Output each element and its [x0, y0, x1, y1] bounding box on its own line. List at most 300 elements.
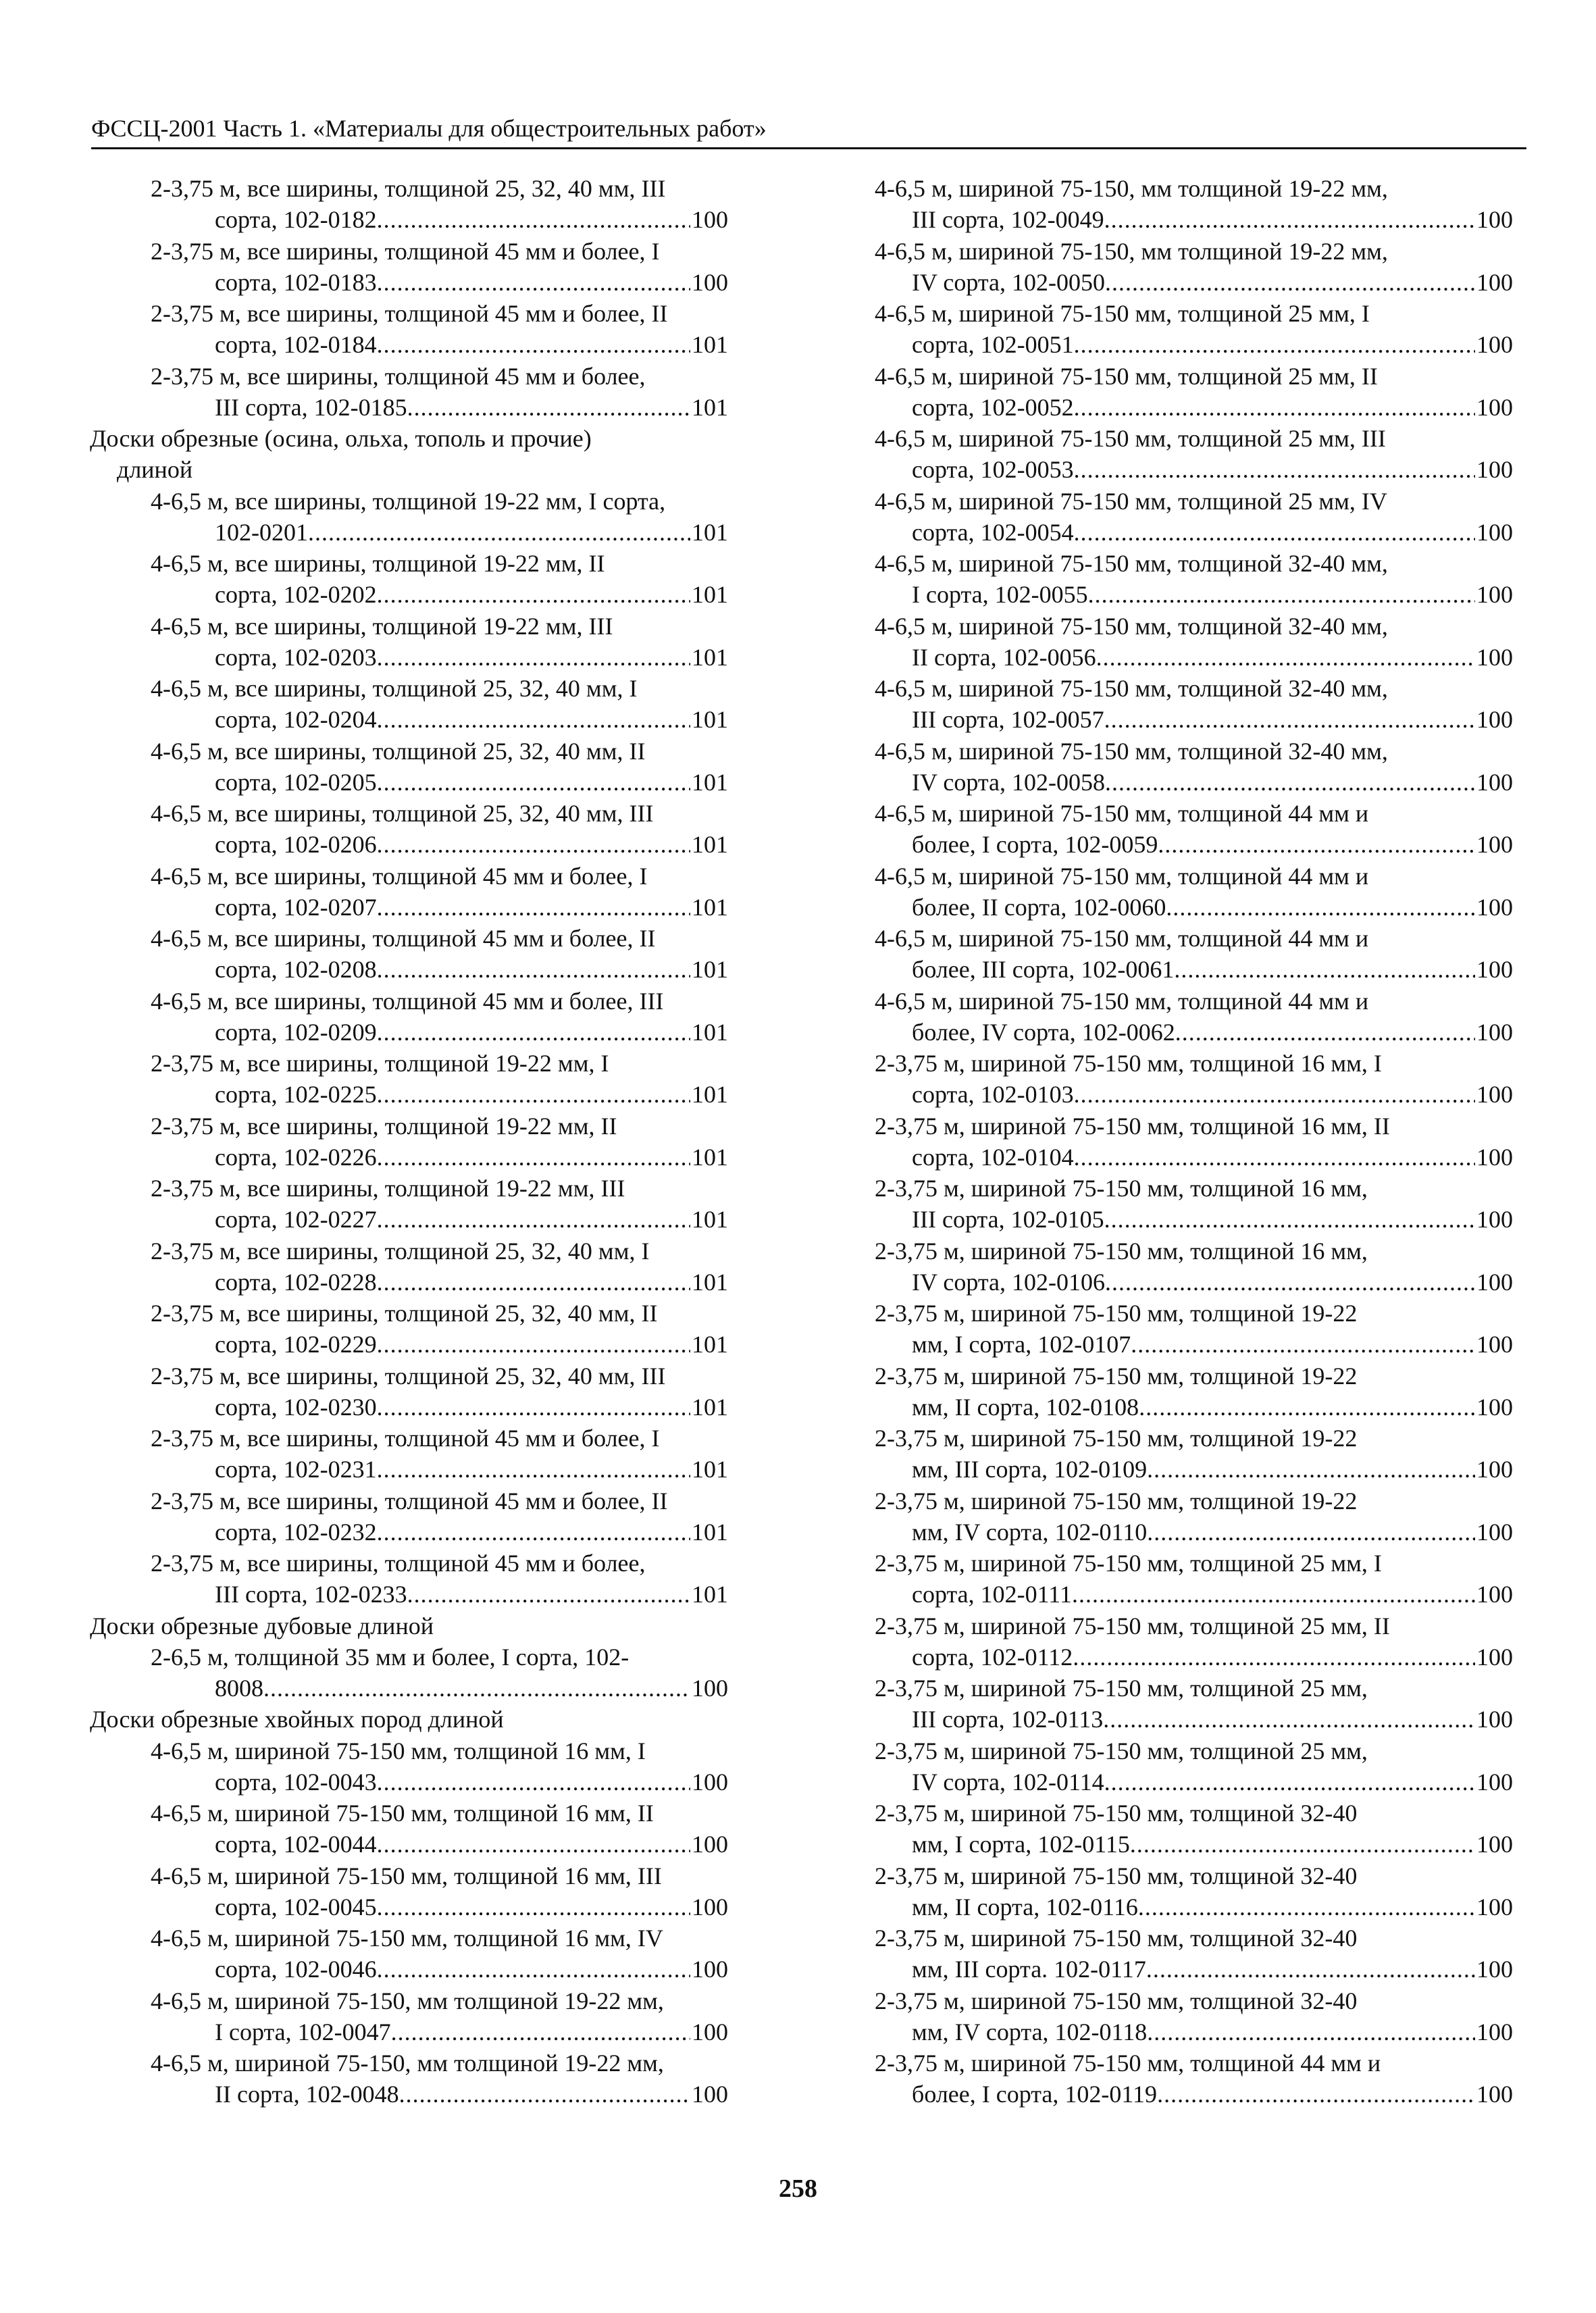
- entry-list: [875, 173, 1513, 2110]
- index-entry: [875, 2048, 1513, 2110]
- entry-description: 4-6,5 м, шириной 75-150 мм, толщиной 32-40 мм,: [875, 550, 1388, 577]
- entry-code-line: [151, 204, 728, 235]
- dot-leader: [377, 642, 690, 673]
- entry-page-number: 100: [1476, 1081, 1513, 1109]
- entry-code-line: [875, 392, 1513, 423]
- entry-page-number: 100: [1476, 1456, 1513, 1483]
- index-entry: [90, 1048, 728, 1111]
- index-entry: [90, 2048, 728, 2110]
- entry-code: сорта, 102-0045: [215, 1893, 377, 1921]
- entry-code-line: [875, 892, 1513, 923]
- entry-description: 4-6,5 м, шириной 75-150 мм, толщиной 32-40 мм,: [875, 737, 1388, 765]
- entry-description: 4-6,5 м, все ширины, толщиной 25, 32, 40 мм, II: [151, 737, 646, 765]
- entry-code-line: [151, 267, 728, 298]
- dot-leader: [1104, 1204, 1475, 1235]
- dot-leader: [377, 1329, 690, 1360]
- index-entry: [90, 1735, 728, 1798]
- index-entry: [875, 798, 1513, 861]
- entry-code-line: [875, 1017, 1513, 1048]
- dot-leader: [1074, 454, 1475, 485]
- entry-code: мм, I сорта, 102-0107: [912, 1331, 1131, 1358]
- entry-description: 4-6,5 м, шириной 75-150 мм, толщиной 44 мм и: [875, 987, 1369, 1015]
- left-column: [90, 173, 728, 2110]
- dot-leader: [377, 1204, 690, 1235]
- entry-code-line: [875, 2016, 1513, 2048]
- entry-page-number: 100: [1476, 893, 1513, 921]
- entry-description: 4-6,5 м, шириной 75-150, мм толщиной 19-22 мм,: [875, 175, 1388, 202]
- section-heading-line: длиной: [117, 456, 193, 484]
- entry-description: 4-6,5 м, шириной 75-150 мм, толщиной 16 мм, I: [151, 1737, 646, 1764]
- index-entry: [875, 1485, 1513, 1548]
- entry-description: 2-3,75 м, все ширины, толщиной 25, 32, 40 мм, II: [151, 1300, 658, 1327]
- entry-code: сорта, 102-0209: [215, 1018, 377, 1046]
- index-entry: [875, 1610, 1513, 1673]
- index-entry: [875, 611, 1513, 673]
- index-entry: [875, 173, 1513, 236]
- index-entry: [90, 1985, 728, 2048]
- entry-description: 4-6,5 м, шириной 75-150, мм толщиной 19-22 мм,: [151, 1987, 664, 2014]
- dot-leader: [407, 1579, 690, 1610]
- entry-code-line: [151, 829, 728, 860]
- entry-page-number: 101: [692, 581, 728, 609]
- entry-description: 2-3,75 м, все ширины, толщиной 25, 32, 40 мм, III: [151, 175, 666, 202]
- entry-code: сорта, 102-0051: [912, 331, 1074, 359]
- dot-leader: [377, 204, 690, 235]
- entry-code-line: [875, 829, 1513, 860]
- index-entry: [875, 1111, 1513, 1173]
- entry-description: 2-3,75 м, все ширины, толщиной 25, 32, 40 мм, III: [151, 1362, 666, 1390]
- entry-description: 4-6,5 м, шириной 75-150 мм, толщиной 16 мм, II: [151, 1800, 654, 1827]
- entry-code: сорта, 102-0046: [215, 1956, 377, 1983]
- dot-leader: [1105, 767, 1475, 798]
- dot-leader: [377, 1267, 690, 1298]
- entry-description: 2-3,75 м, шириной 75-150 мм, толщиной 19-22: [875, 1425, 1358, 1452]
- entry-description: 4-6,5 м, все ширины, толщиной 25, 32, 40 мм, I: [151, 675, 638, 702]
- entry-code: сорта, 102-0103: [912, 1081, 1074, 1109]
- entry-code: более, IV сорта, 102-0062: [912, 1018, 1175, 1046]
- dot-leader: [1074, 1079, 1475, 1110]
- index-entry: [90, 486, 728, 549]
- entry-page-number: 100: [1476, 1143, 1513, 1171]
- dot-leader: [377, 329, 690, 360]
- entry-description: 2-3,75 м, шириной 75-150 мм, толщиной 25 мм,: [875, 1737, 1368, 1764]
- entry-code-line: [151, 1954, 728, 1985]
- entry-code: сорта, 102-0112: [912, 1643, 1073, 1671]
- entry-description: 2-3,75 м, шириной 75-150 мм, толщиной 16 мм, II: [875, 1112, 1390, 1140]
- entry-code-line: [151, 1267, 728, 1298]
- index-entry: [90, 1923, 728, 1985]
- entry-code: III сорта, 102-0057: [912, 706, 1104, 734]
- entry-code: сорта, 102-0228: [215, 1268, 377, 1296]
- entry-description: 4-6,5 м, шириной 75-150 мм, толщиной 25 мм, IV: [875, 487, 1387, 515]
- entry-code-line: [875, 1766, 1513, 1798]
- entry-description: 2-3,75 м, все ширины, толщиной 45 мм и более,: [151, 1550, 646, 1577]
- entry-description: 4-6,5 м, шириной 75-150 мм, толщиной 32-40 мм,: [875, 612, 1388, 640]
- dot-leader: [1105, 1267, 1475, 1298]
- entry-code: сорта, 102-0204: [215, 706, 377, 734]
- entry-code: сорта, 102-0229: [215, 1331, 377, 1358]
- index-entry: [90, 861, 728, 923]
- entry-page-number: 101: [692, 1456, 728, 1483]
- entry-code: сорта, 102-0205: [215, 768, 377, 796]
- dot-leader: [263, 1673, 690, 1704]
- section-heading: [90, 423, 728, 486]
- entry-code: мм, II сорта, 102-0116: [912, 1893, 1138, 1921]
- entry-description: 4-6,5 м, все ширины, толщиной 45 мм и более, I: [151, 862, 648, 890]
- entry-description: 4-6,5 м, все ширины, толщиной 45 мм и более, II: [151, 925, 656, 952]
- entry-code: III сорта, 102-0105: [912, 1206, 1104, 1234]
- entry-code: более, I сорта, 102-0059: [912, 831, 1158, 859]
- entry-description: 4-6,5 м, шириной 75-150 мм, толщиной 44 мм и: [875, 800, 1369, 827]
- entry-description: 4-6,5 м, все ширины, толщиной 19-22 мм, I сорта,: [151, 487, 666, 515]
- entry-page-number: 100: [692, 1956, 728, 1983]
- dot-leader: [377, 1079, 690, 1110]
- dot-leader: [377, 954, 690, 985]
- entry-code-line: [151, 579, 728, 610]
- running-header: ФССЦ-2001 Часть 1. «Материалы для общестроительных работ»: [91, 113, 1526, 149]
- entry-code-line: [875, 329, 1513, 360]
- entry-page-number: 100: [692, 1675, 728, 1702]
- dot-leader: [377, 1017, 690, 1048]
- entry-description: 2-3,75 м, все ширины, толщиной 19-22 мм, III: [151, 1175, 625, 1202]
- entry-code: мм, IV сорта, 102-0118: [912, 2018, 1148, 2045]
- dot-leader: [377, 579, 690, 610]
- dot-leader: [1105, 267, 1475, 298]
- entry-page-number: 100: [692, 2081, 728, 2108]
- dot-leader: [308, 517, 690, 548]
- index-entry: [90, 611, 728, 673]
- entry-code-line: [151, 2016, 728, 2048]
- entry-page-number: 100: [1476, 581, 1513, 609]
- entry-code: сорта, 102-0184: [215, 331, 377, 359]
- index-entry: [90, 1361, 728, 1423]
- entry-code: сорта, 102-0044: [215, 1831, 377, 1858]
- entry-code-line: [875, 1642, 1513, 1673]
- entry-page-number: 100: [1476, 1268, 1513, 1296]
- entry-code: сорта, 102-0230: [215, 1393, 377, 1421]
- index-entry: [875, 1236, 1513, 1298]
- entry-page-number: 100: [692, 1893, 728, 1921]
- entry-description: 2-3,75 м, все ширины, толщиной 45 мм и более,: [151, 362, 646, 390]
- entry-description: 4-6,5 м, шириной 75-150 мм, толщиной 44 мм и: [875, 862, 1369, 890]
- index-entry: [875, 1361, 1513, 1423]
- dot-leader: [1074, 517, 1475, 548]
- entry-page-number: 100: [1476, 1706, 1513, 1733]
- entry-code-line: [875, 1829, 1513, 1860]
- entry-code: III сорта, 102-0185: [215, 393, 407, 421]
- dot-leader: [1138, 1891, 1475, 1923]
- entry-code-line: [875, 1142, 1513, 1173]
- entry-page-number: 100: [1476, 1893, 1513, 1921]
- entry-page-number: 101: [692, 643, 728, 671]
- entry-page-number: 100: [1476, 1643, 1513, 1671]
- dot-leader: [1130, 1829, 1475, 1860]
- index-entry: [90, 1236, 728, 1298]
- entry-code-line: [151, 767, 728, 798]
- entry-page-number: 100: [1476, 768, 1513, 796]
- entry-page-number: 100: [692, 268, 728, 296]
- entry-code: сорта, 102-0183: [215, 268, 377, 296]
- entry-code-line: [151, 1079, 728, 1110]
- entry-description: 4-6,5 м, все ширины, толщиной 25, 32, 40 мм, III: [151, 800, 654, 827]
- entry-page-number: 100: [1476, 1831, 1513, 1858]
- index-entry: [875, 1548, 1513, 1610]
- dot-leader: [377, 1454, 690, 1485]
- index-entry: [90, 298, 728, 361]
- dot-leader: [377, 767, 690, 798]
- entry-description: 2-3,75 м, шириной 75-150 мм, толщиной 32-40: [875, 1800, 1358, 1827]
- entry-page-number: 100: [692, 1768, 728, 1796]
- entry-page-number: 100: [1476, 1518, 1513, 1546]
- dot-leader: [391, 2016, 690, 2048]
- dot-leader: [377, 267, 690, 298]
- entry-page-number: 100: [1476, 1956, 1513, 1983]
- entry-description: 2-3,75 м, все ширины, толщиной 45 мм и более, I: [151, 237, 660, 265]
- entry-description: 2-3,75 м, шириной 75-150 мм, толщиной 32-40: [875, 1925, 1358, 1952]
- entry-code-line: [151, 1766, 728, 1798]
- entry-code-line: [875, 642, 1513, 673]
- entry-code-line: [151, 517, 728, 548]
- dot-leader: [1104, 204, 1475, 235]
- dot-leader: [377, 1891, 690, 1923]
- entry-list: [90, 173, 728, 423]
- entry-description: 2-3,75 м, шириной 75-150 мм, толщиной 25 мм,: [875, 1675, 1368, 1702]
- section-heading: Доски обрезные хвойных пород длиной: [90, 1706, 504, 1733]
- dot-leader: [1157, 2079, 1475, 2110]
- index-entry: [90, 1485, 728, 1548]
- index-entry: [90, 1298, 728, 1361]
- entry-page-number: 100: [1476, 1768, 1513, 1796]
- entry-description: 2-3,75 м, все ширины, толщиной 45 мм и более, I: [151, 1425, 660, 1452]
- entry-page-number: 100: [1476, 331, 1513, 359]
- entry-page-number: 100: [1476, 393, 1513, 421]
- entry-code: III сорта, 102-0049: [912, 206, 1104, 234]
- entry-page-number: 101: [692, 1268, 728, 1296]
- entry-code-line: [151, 1829, 728, 1860]
- index-entry: [875, 1173, 1513, 1236]
- entry-code: сорта, 102-0043: [215, 1768, 377, 1796]
- dot-leader: [1088, 579, 1475, 610]
- entry-page-number: 100: [1476, 206, 1513, 234]
- dot-leader: [1074, 392, 1475, 423]
- entry-description: 4-6,5 м, шириной 75-150 мм, толщиной 16 мм, III: [151, 1862, 662, 1889]
- entry-code: сорта, 102-0202: [215, 581, 377, 609]
- index-entry: [875, 1048, 1513, 1111]
- entry-page-number: 101: [692, 518, 728, 546]
- index-entry: [90, 1860, 728, 1923]
- entry-code: сорта, 102-0053: [912, 456, 1074, 484]
- entry-description: 2-3,75 м, все ширины, толщиной 19-22 мм, II: [151, 1112, 617, 1140]
- entry-code-line: [875, 704, 1513, 735]
- section-heading-line: Доски обрезные (осина, ольха, тополь и прочие): [90, 425, 592, 452]
- entry-description: 2-3,75 м, все ширины, толщиной 25, 32, 40 мм, I: [151, 1237, 650, 1265]
- dot-leader: [1072, 1579, 1475, 1610]
- entry-description: 2-3,75 м, шириной 75-150 мм, толщиной 16 мм, I: [875, 1050, 1382, 1077]
- entry-description: 4-6,5 м, шириной 75-150 мм, толщиной 25 мм, II: [875, 362, 1378, 390]
- entry-page-number: 101: [692, 893, 728, 921]
- entry-code-line: [875, 1704, 1513, 1735]
- entry-code: III сорта, 102-0233: [215, 1581, 407, 1608]
- entry-description: 2-3,75 м, шириной 75-150 мм, толщиной 19-22: [875, 1487, 1358, 1515]
- entry-page-number: 100: [1476, 956, 1513, 984]
- entry-description: 2-3,75 м, шириной 75-150 мм, толщиной 25 мм, I: [875, 1550, 1382, 1577]
- entry-page-number: 101: [692, 1206, 728, 1234]
- index-entry: [90, 673, 728, 736]
- entry-code: более, I сорта, 102-0119: [912, 2081, 1158, 2108]
- entry-code: сорта, 102-0111: [912, 1581, 1072, 1608]
- entry-list: [90, 486, 728, 1610]
- index-entry: [875, 1735, 1513, 1798]
- entry-description: 4-6,5 м, шириной 75-150 мм, толщиной 16 мм, IV: [151, 1925, 663, 1952]
- entry-code-line: [151, 1204, 728, 1235]
- dot-leader: [1074, 329, 1475, 360]
- index-entry: [875, 486, 1513, 549]
- dot-leader: [1074, 1142, 1475, 1173]
- dot-leader: [1174, 954, 1475, 985]
- dot-leader: [377, 1392, 690, 1423]
- entry-code: II сорта, 102-0048: [215, 2081, 399, 2108]
- entry-code-line: [151, 642, 728, 673]
- entry-code: сорта, 102-0207: [215, 893, 377, 921]
- entry-code: I сорта, 102-0055: [912, 581, 1088, 609]
- index-entry: [875, 236, 1513, 299]
- index-entry: [90, 361, 728, 424]
- dot-leader: [1147, 2016, 1475, 2048]
- entry-description: 2-3,75 м, шириной 75-150 мм, толщиной 16 мм,: [875, 1237, 1368, 1265]
- entry-code-line: [151, 704, 728, 735]
- right-column: [875, 173, 1513, 2110]
- index-entry: [90, 548, 728, 611]
- index-entry: [90, 1111, 728, 1173]
- entry-code: сорта, 102-0052: [912, 393, 1074, 421]
- entry-code: сорта, 102-0206: [215, 831, 377, 859]
- index-entry: [90, 1423, 728, 1485]
- entry-description: 2-3,75 м, шириной 75-150 мм, толщиной 16 мм,: [875, 1175, 1368, 1202]
- entry-page-number: 100: [692, 206, 728, 234]
- entry-page-number: 100: [1476, 706, 1513, 734]
- index-entry: [90, 798, 728, 861]
- entry-page-number: 101: [692, 1393, 728, 1421]
- entry-code-line: [151, 954, 728, 985]
- entry-list: [90, 1735, 728, 2110]
- entry-code-line: [875, 1267, 1513, 1298]
- dot-leader: [1158, 829, 1475, 860]
- entry-code-line: [151, 1392, 728, 1423]
- entry-page-number: 100: [692, 2018, 728, 2045]
- index-entry: [875, 298, 1513, 361]
- entry-description: 2-3,75 м, шириной 75-150 мм, толщиной 32-40: [875, 1987, 1358, 2014]
- entry-code-line: [875, 267, 1513, 298]
- entry-code: сорта, 102-0104: [912, 1143, 1074, 1171]
- entry-code-line: [151, 1017, 728, 1048]
- entry-description: 4-6,5 м, все ширины, толщиной 45 мм и более, III: [151, 987, 664, 1015]
- entry-code-line: [875, 1517, 1513, 1548]
- dot-leader: [377, 1142, 690, 1173]
- entry-code-line: [875, 454, 1513, 485]
- entry-page-number: 100: [1476, 518, 1513, 546]
- section-heading: Доски обрезные дубовые длиной: [90, 1612, 434, 1640]
- index-entry: [90, 1173, 728, 1236]
- index-entry: [875, 861, 1513, 923]
- index-entry: [875, 1798, 1513, 1860]
- entry-page-number: 101: [692, 1518, 728, 1546]
- entry-code: сорта, 102-0208: [215, 956, 377, 984]
- entry-code-line: [875, 1204, 1513, 1235]
- dot-leader: [1175, 1017, 1475, 1048]
- index-entry: [90, 736, 728, 798]
- dot-leader: [1147, 1517, 1475, 1548]
- dot-leader: [407, 392, 690, 423]
- index-entry: [875, 1923, 1513, 1985]
- index-entry: [875, 923, 1513, 986]
- entry-code-line: [875, 1954, 1513, 1985]
- entry-code-line: [151, 1891, 728, 1923]
- dot-leader: [1104, 1766, 1475, 1798]
- entry-code: сорта, 102-0182: [215, 206, 377, 234]
- dot-leader: [1166, 892, 1475, 923]
- entry-code: сорта, 102-0227: [215, 1206, 377, 1234]
- entry-code: IV сорта, 102-0050: [912, 268, 1105, 296]
- entry-code-line: [875, 1329, 1513, 1360]
- entry-code-line: [875, 1579, 1513, 1610]
- entry-code-line: [875, 579, 1513, 610]
- entry-code: IV сорта, 102-0114: [912, 1768, 1104, 1796]
- entry-description: 2-6,5 м, толщиной 35 мм и более, I сорта, 102-: [151, 1643, 629, 1671]
- entry-code: II сорта, 102-0056: [912, 643, 1096, 671]
- entry-code: сорта, 102-0054: [912, 518, 1074, 546]
- entry-page-number: 101: [692, 831, 728, 859]
- entry-code-line: [151, 1517, 728, 1548]
- entry-code: мм, IV сорта, 102-0110: [912, 1518, 1148, 1546]
- entry-code: мм, II сорта, 102-0108: [912, 1393, 1139, 1421]
- entry-description: 2-3,75 м, все ширины, толщиной 19-22 мм, I: [151, 1050, 609, 1077]
- index-entry: [875, 673, 1513, 736]
- entry-code: 8008: [215, 1675, 263, 1702]
- entry-description: 4-6,5 м, шириной 75-150, мм толщиной 19-22 мм,: [151, 2050, 664, 2077]
- entry-page-number: 101: [692, 393, 728, 421]
- index-entry: [875, 1985, 1513, 2048]
- entry-code-line: [151, 1142, 728, 1173]
- index-entry: [875, 1673, 1513, 1735]
- entry-code-line: [875, 2079, 1513, 2110]
- dot-leader: [377, 1766, 690, 1798]
- entry-code-line: [875, 1392, 1513, 1423]
- entry-description: 2-3,75 м, шириной 75-150 мм, толщиной 19-22: [875, 1362, 1358, 1390]
- entry-page-number: 101: [692, 331, 728, 359]
- entry-code: IV сорта, 102-0106: [912, 1268, 1105, 1296]
- entry-description: 2-3,75 м, шириной 75-150 мм, толщиной 44 мм и: [875, 2050, 1381, 2077]
- entry-page-number: 100: [1476, 1018, 1513, 1046]
- index-entry: [90, 173, 728, 236]
- entry-code-line: [151, 1329, 728, 1360]
- entry-page-number: 100: [1476, 643, 1513, 671]
- index-entry: [90, 236, 728, 299]
- index-entry: [875, 736, 1513, 798]
- entry-page-number: 100: [1476, 2018, 1513, 2045]
- entry-page-number: 100: [1476, 2081, 1513, 2108]
- entry-code: более, III сорта, 102-0061: [912, 956, 1175, 984]
- entry-page-number: 100: [1476, 1581, 1513, 1608]
- entry-code: более, II сорта, 102-0060: [912, 893, 1166, 921]
- index-entry: [90, 1798, 728, 1860]
- dot-leader: [1103, 1704, 1475, 1735]
- entry-description: 4-6,5 м, все ширины, толщиной 19-22 мм, II: [151, 550, 605, 577]
- index-entry: [90, 1548, 728, 1610]
- entry-code: 102-0201: [215, 518, 308, 546]
- page-number: 258: [779, 2175, 817, 2203]
- entry-description: 4-6,5 м, шириной 75-150, мм толщиной 19-22 мм,: [875, 237, 1388, 265]
- entry-page-number: 100: [1476, 831, 1513, 859]
